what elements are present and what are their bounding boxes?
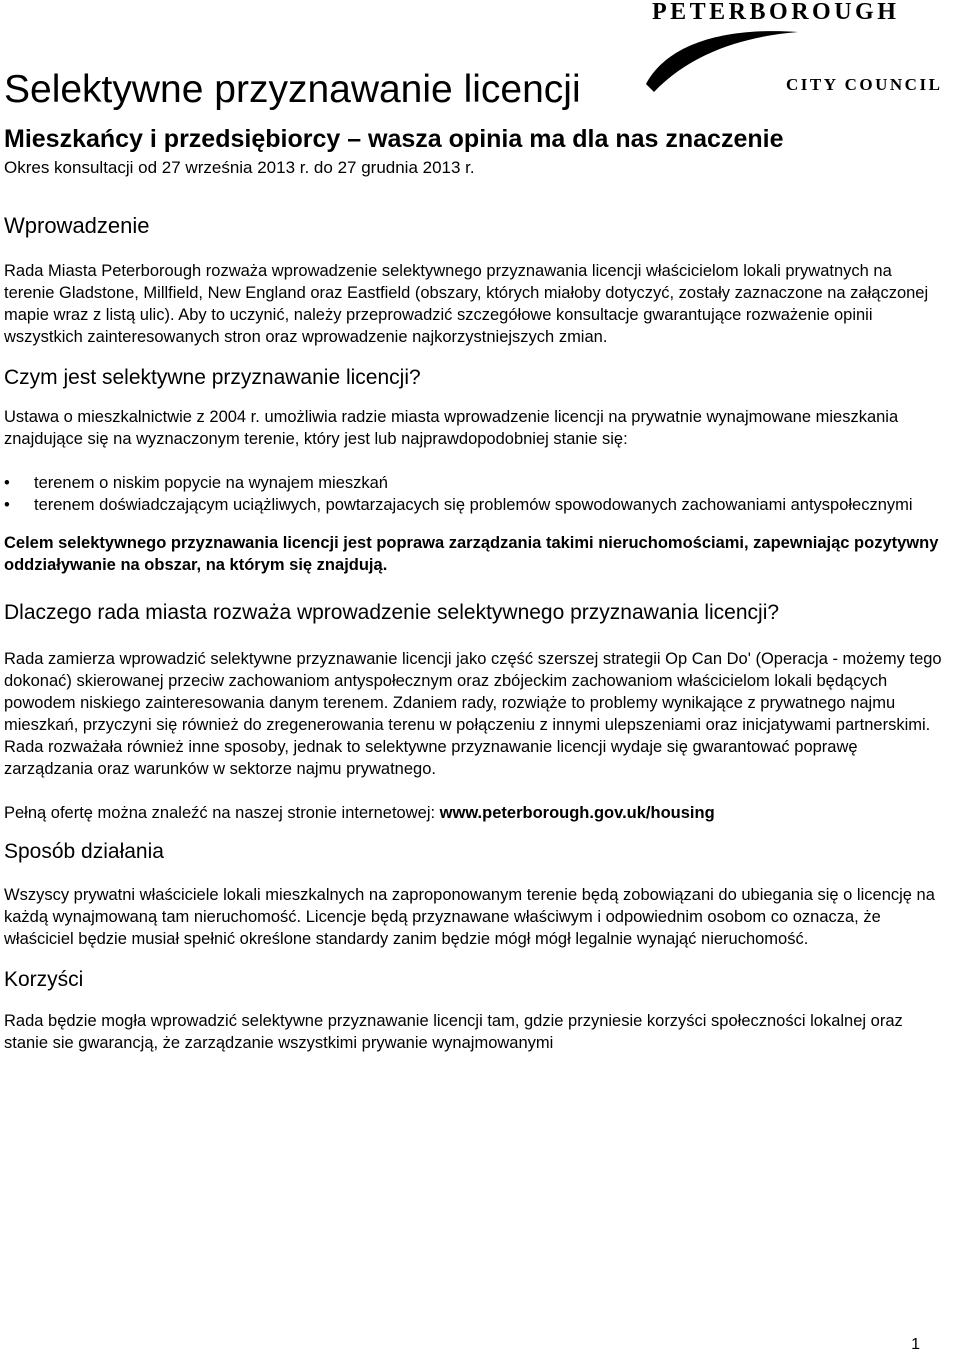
what-is-heading: Czym jest selektywne przyznawanie licencji?	[4, 366, 421, 389]
document-body	[4, 58, 944, 1054]
criteria-list	[4, 472, 944, 516]
housing-link[interactable]: www.peterborough.gov.uk/housing	[439, 804, 715, 822]
intro-paragraph: Rada Miasta Peterborough rozważa wprowadzenie selektywnego przyznawania licencji właścicielom lokali prywatnych na terenie Gladstone, Millfield, New England oraz Eastfield (obszary, których miałoby dotyczyć, zostały zaznaczone na załączonej mapie wraz z listą ulic). Aby to uczynić, należy przeprowadzić szczegółowe konsultacje gwarantujące rozważenie opinii wszystkich zainteresowanych stron oraz wprowadzenie najkorzystniejszych zmian.	[4, 262, 929, 346]
bullet-icon: •	[4, 474, 10, 492]
list-item	[4, 472, 944, 494]
list-item	[4, 494, 944, 516]
page-subtitle: Mieszkańcy i przedsiębiorcy – wasza opinia ma dla nas znaczenie	[4, 125, 784, 153]
page-number: 1	[911, 1336, 920, 1353]
offer-paragraph	[4, 802, 944, 824]
what-is-paragraph: Ustawa o mieszkalnictwie z 2004 r. umożliwia radzie miasta wprowadzenie licencji na prywatnie wynajmowane mieszkania znajdujące się na wyznaczonym terenie, który jest lub najprawdopodobniej stanie się:	[4, 408, 899, 448]
benefits-paragraph: Rada będzie mogła wprowadzić selektywne przyznawanie licencji tam, gdzie przyniesie korzyści społeczności lokalnej oraz stanie sie gwarancją, że zarządzanie wszystkimi prywanie wynajmowanymi	[4, 1012, 903, 1052]
page-title: Selektywne przyznawanie licencji	[4, 68, 581, 111]
goal-paragraph: Celem selektywnego przyznawania licencji jest poprawa zarządzania takimi nieruchomościami, zapewniając pozytywny oddziaływanie na obszar, na którym się znajdują.	[4, 534, 939, 574]
logo-text-bottom: CITY COUNCIL	[786, 75, 943, 94]
logo-text-top: PETERBOROUGH	[652, 0, 900, 25]
why-heading: Dlaczego rada miasta rozważa wprowadzenie selektywnego przyznawania licencji?	[4, 601, 780, 624]
bullet-icon: •	[4, 496, 10, 514]
why-paragraph: Rada zamierza wprowadzić selektywne przyznawanie licencji jako część szerszej strategii Op Can Do' (Operacja - możemy tego dokonać) skierowanej przeciw zachowaniom antyspołecznym oraz zbójeckim zachowaniom właścicielom lokali będących powodem niskiego zainteresowania danym terenem. Zdaniem rady, rozwiąże to problemy wynikające z prywatnego najmu mieszkań, przyczyni się również do zregenerowania terenu w połączeniu z innymi ulepszeniami oraz inicjatywami partnerskimi. Rada rozważała również inne sposoby, jednak to selektywne przyznawanie licencji wydaje się gwarantować poprawę zarządzania oraz warunków w sektorze najmu prywatnego.	[4, 650, 942, 778]
benefits-heading: Korzyści	[4, 968, 84, 991]
consultation-dates: Okres konsultacji od 27 września 2013 r. do 27 grudnia 2013 r.	[4, 158, 475, 177]
list-item-text: terenem doświadczającym uciążliwych, powtarzajacych się problemów spowodowanych zachowaniami antyspołecznymi	[34, 496, 913, 514]
how-paragraph: Wszyscy prywatni właściciele lokali mieszkalnych na zaproponowanym terenie będą zobowiązani do ubiegania się o licencję na każdą wynajmowaną tam nieruchomość. Licencje będą przyznawane właściwym i odpowiednim osobom co oznacza, że właściciel będzie musiał spełnić określone standardy zanim będzie mógł mógł legalnie wynająć nieruchomość.	[4, 886, 935, 948]
intro-heading: Wprowadzenie	[4, 213, 150, 238]
offer-text: Pełną ofertę można znaleźć na naszej stronie internetowej:	[4, 804, 440, 822]
how-heading: Sposób działania	[4, 840, 164, 863]
list-item-text: terenem o niskim popycie na wynajem mieszkań	[34, 474, 388, 492]
